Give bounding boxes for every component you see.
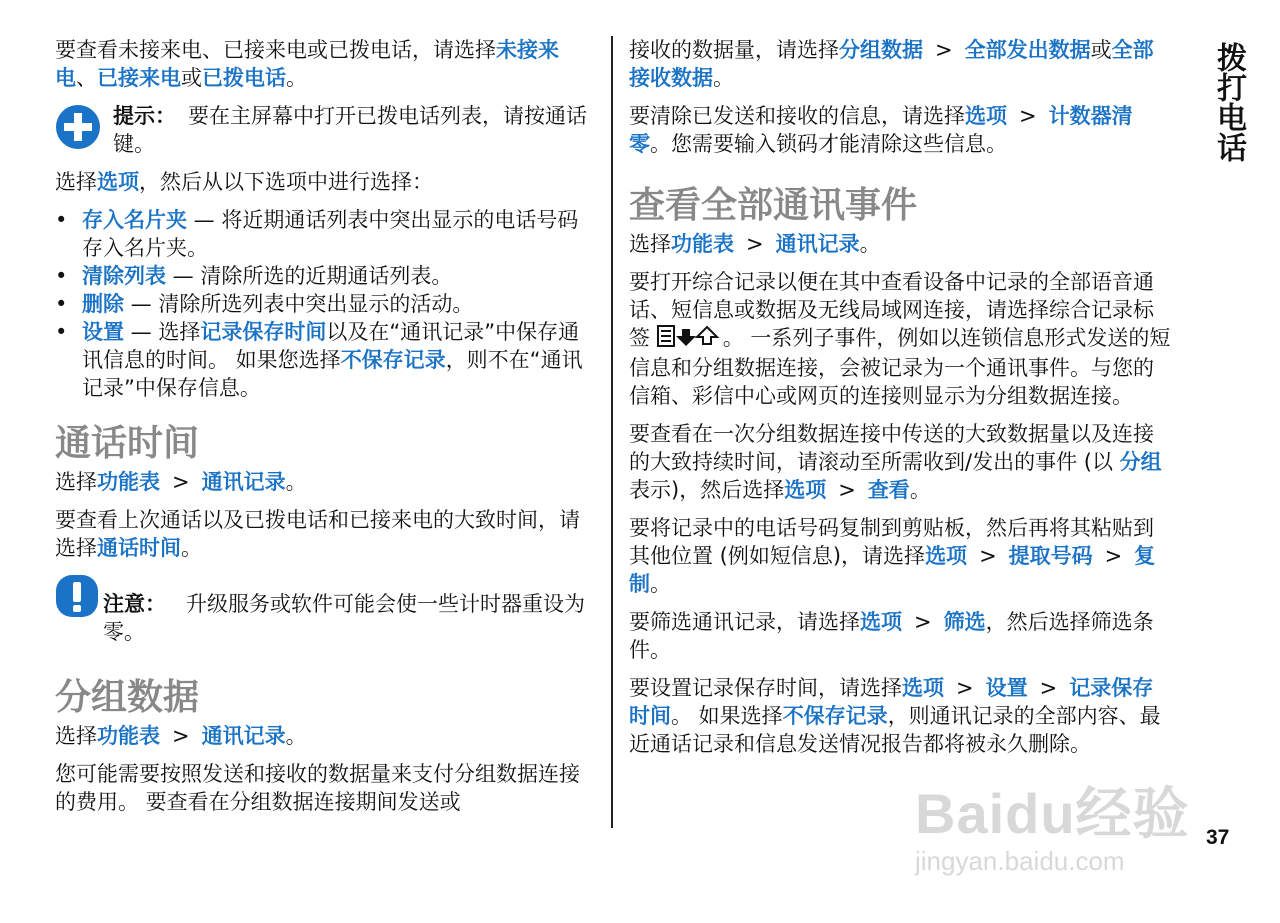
- text: 要筛选通讯记录，请选择: [629, 609, 860, 634]
- bullet: •: [55, 264, 68, 288]
- link-delete[interactable]: 删除: [82, 292, 124, 316]
- text: 要查看上次通话以及已拨电话和已接来电的大致时间，请选择: [55, 508, 580, 560]
- link-menu[interactable]: 功能表: [97, 470, 160, 494]
- text: ，然后选择筛选条件。: [629, 609, 1154, 662]
- list-item: [55, 318, 595, 402]
- watermark-url: jingyan.baidu.com: [915, 846, 1125, 876]
- link-dialled-numbers[interactable]: 已拨电话: [202, 66, 286, 90]
- separator: >: [979, 543, 997, 568]
- text: 。: [909, 477, 931, 502]
- text: 要查看未接来电、已接来电或已拨电话，请选择: [55, 38, 496, 62]
- link-log[interactable]: 通讯记录: [201, 470, 286, 494]
- bullet: •: [55, 320, 68, 344]
- link-options[interactable]: 选项: [860, 609, 902, 634]
- link-settings[interactable]: 设置: [985, 675, 1028, 700]
- text: 要打开综合记录以便在其中查看设备中记录的全部语音通话、短信息或数据及无线局域网连接，请选择综合记录标签: [629, 270, 1154, 350]
- text: 选择: [55, 724, 97, 748]
- tip-box: [55, 102, 595, 158]
- text: 。 如果选择: [671, 703, 783, 728]
- text: ，则不在“通讯记录”中保存信息。: [82, 348, 583, 400]
- text: 选择: [55, 170, 97, 194]
- separator: >: [172, 724, 190, 748]
- text: — 将近期通话列表中突出显示的电话号码存入名片夹。: [82, 208, 579, 260]
- link-save-to-contacts[interactable]: 存入名片夹: [82, 208, 187, 232]
- tip-label: 提示：: [113, 104, 176, 128]
- text: 或: [1090, 38, 1112, 62]
- text: 。: [181, 536, 202, 560]
- nav-path: [55, 468, 595, 496]
- text: 或: [181, 66, 202, 90]
- text: 选择: [629, 232, 671, 256]
- link-missed-calls[interactable]: 未接来电: [55, 38, 559, 90]
- link-log[interactable]: 通讯记录: [775, 232, 860, 256]
- separator: >: [838, 477, 856, 502]
- link-use-number[interactable]: 提取号码: [1008, 543, 1093, 568]
- text: 选择: [55, 470, 97, 494]
- note-label: 注意：: [103, 592, 166, 616]
- link-copy[interactable]: 复制: [629, 543, 1156, 596]
- link-settings[interactable]: 设置: [82, 320, 124, 344]
- options-list: [55, 206, 595, 402]
- text: 要查看在一次分组数据连接中传送的大致数据量以及连接的大致持续时间，请滚动至所需收到/发出的事件 (以: [629, 421, 1154, 474]
- text: 。: [650, 571, 671, 596]
- text: — 清除所选的近期通话列表。: [166, 264, 453, 288]
- separator: >: [1104, 543, 1123, 568]
- link-clear-list[interactable]: 清除列表: [82, 264, 166, 288]
- baidu-watermark: [915, 770, 1190, 877]
- options-intro: [55, 168, 595, 196]
- call-duration-paragraph: [55, 506, 595, 562]
- link-menu[interactable]: 功能表: [97, 724, 160, 748]
- text: ，则通讯记录的全部内容、最近通话记录和信息发送情况报告都将被永久删除。: [629, 703, 1161, 756]
- tip-text: 要在主屏幕中打开已拨电话列表，请按通话键。: [113, 104, 587, 156]
- text: 。您需要输入锁码才能清除这些信息。: [650, 132, 1007, 156]
- link-all-received[interactable]: 全部接收数据: [629, 38, 1154, 90]
- link-menu[interactable]: 功能表: [671, 232, 734, 256]
- right-column: [629, 36, 1174, 768]
- link-log-duration[interactable]: 记录保存时间: [629, 675, 1154, 728]
- left-column: [55, 36, 595, 826]
- filter-paragraph: [629, 608, 1174, 664]
- text: — 选择: [124, 320, 201, 344]
- general-log-tab-icon[interactable]: [657, 325, 723, 354]
- text: 要清除已发送和接收的信息，请选择: [629, 104, 965, 128]
- watermark-logo: Baidu经验: [915, 782, 1190, 845]
- view-packet-paragraph: [629, 420, 1174, 504]
- text: 要将记录中的电话号码复制到剪贴板，然后再将其粘贴到其他位置 (例如短信息)，请选择: [629, 515, 1154, 568]
- link-log-duration[interactable]: 记录保存时间: [200, 320, 327, 344]
- bullet: •: [55, 208, 68, 232]
- text: 以及在“通讯记录”中保存通讯信息的时间。 如果您选择: [82, 320, 580, 372]
- link-received-calls[interactable]: 已接来电: [97, 66, 181, 90]
- link-no-log[interactable]: 不保存记录: [340, 348, 446, 372]
- separator: >: [746, 232, 764, 256]
- separator: >: [935, 38, 953, 62]
- link-options[interactable]: 选项: [965, 104, 1007, 128]
- link-packet-data[interactable]: 分组数据: [839, 38, 923, 62]
- list-item: [55, 290, 595, 318]
- plus-circle-icon: [55, 104, 101, 150]
- text: 。 一系列子事件，例如以连锁信息形式发送的短信息和分组数据连接，会被记录为一个通讯事件。与您的信箱、彩信中心或网页的连接则显示为分组数据连接。: [629, 326, 1171, 408]
- list-item: [55, 206, 595, 262]
- nav-path: [55, 722, 595, 750]
- separator: >: [914, 609, 932, 634]
- heading-call-duration: 通话时间: [55, 423, 200, 464]
- text: 。: [285, 470, 307, 494]
- text: 表示)，然后选择: [629, 477, 785, 502]
- side-section-title: 拨打电话: [1211, 42, 1246, 162]
- link-log[interactable]: 通讯记录: [201, 724, 286, 748]
- page-number: 37: [1206, 826, 1230, 849]
- link-options[interactable]: 选项: [925, 543, 968, 568]
- link-call-duration[interactable]: 通话时间: [97, 536, 181, 560]
- missed-calls-paragraph: [55, 36, 595, 92]
- text: 。: [713, 66, 734, 90]
- link-options[interactable]: 选项: [97, 170, 139, 194]
- text: ，然后从以下选项中进行选择：: [139, 170, 433, 194]
- separator: >: [172, 470, 190, 494]
- text: 接收的数据量，请选择: [629, 38, 839, 62]
- copy-number-paragraph: [629, 514, 1174, 598]
- link-options[interactable]: 选项: [902, 675, 944, 700]
- exclamation-icon: [55, 574, 99, 620]
- link-packet[interactable]: 分组: [1119, 449, 1162, 474]
- note-box: [55, 572, 595, 646]
- heading-packet-data: 分组数据: [55, 677, 200, 718]
- text: 。: [859, 232, 881, 256]
- nav-path: [629, 230, 1174, 258]
- heading-view-all-events: 查看全部通讯事件: [629, 185, 918, 226]
- link-no-log[interactable]: 不保存记录: [782, 703, 888, 728]
- separator: >: [1019, 104, 1037, 128]
- list-item: [55, 262, 595, 290]
- text: 。: [285, 724, 307, 748]
- text: — 清除所选列表中突出显示的活动。: [124, 292, 474, 316]
- text: 。: [286, 66, 307, 90]
- text: 、: [76, 66, 97, 90]
- text: 要设置记录保存时间，请选择: [629, 675, 902, 700]
- packet-amount-paragraph: [629, 36, 1174, 92]
- link-options[interactable]: 选项: [784, 477, 827, 502]
- link-view[interactable]: 查看: [867, 477, 910, 502]
- log-duration-paragraph: [629, 674, 1174, 758]
- separator: >: [1039, 675, 1058, 700]
- bullet: •: [55, 292, 68, 316]
- link-clear-counters[interactable]: 计数器清零: [629, 104, 1133, 156]
- note-text: 升级服务或软件可能会使一些计时器重设为零。: [103, 592, 585, 644]
- general-log-paragraph: [629, 268, 1174, 410]
- link-filter[interactable]: 筛选: [943, 609, 986, 634]
- separator: >: [956, 675, 974, 700]
- link-all-sent[interactable]: 全部发出数据: [964, 38, 1091, 62]
- packet-cost-paragraph: 您可能需要按照发送和接收的数据量来支付分组数据连接的费用。 要查看在分组数据连接期间发送或: [55, 762, 580, 814]
- clear-counters-paragraph: [629, 102, 1174, 158]
- column-divider: [611, 36, 613, 828]
